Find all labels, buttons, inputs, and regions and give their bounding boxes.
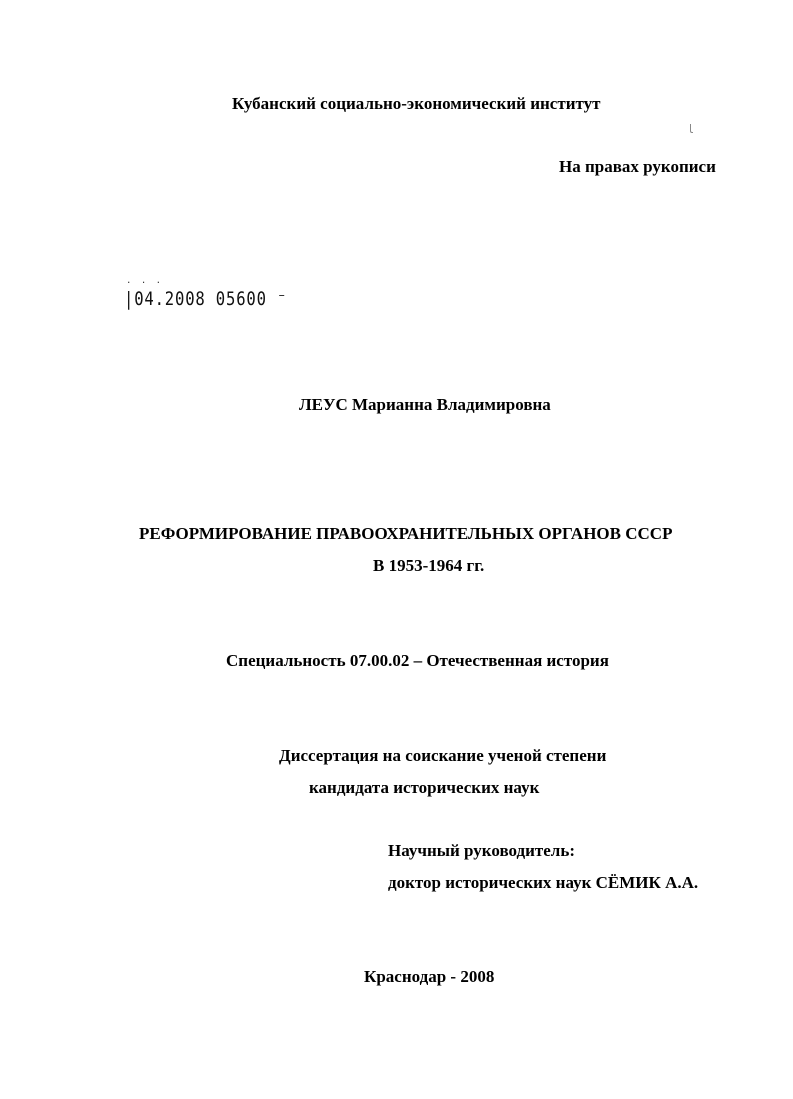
archive-stamp xyxy=(124,288,287,310)
dissertation-title-line2: В 1953-1964 гг. xyxy=(373,556,485,575)
supervisor-name: доктор исторических наук СЁМИК А.А. xyxy=(388,873,699,892)
scan-speck xyxy=(690,124,693,133)
degree-line1: Диссертация на соискание ученой степени xyxy=(279,746,607,765)
author-name: ЛЕУС Марианна Владимировна xyxy=(299,395,551,414)
degree-line2: кандидата исторических наук xyxy=(309,778,540,797)
archive-stamp-number: 04.2008 05600 xyxy=(134,288,267,310)
manuscript-note: На правах рукописи xyxy=(559,157,716,176)
supervisor-label: Научный руководитель: xyxy=(388,841,575,860)
stamp-marks: . . . xyxy=(126,276,164,286)
archive-stamp-prefix: | xyxy=(124,288,135,310)
archive-stamp-mark: ⁻ xyxy=(266,288,288,310)
specialty: Специальность 07.00.02 – Отечественная история xyxy=(226,651,609,670)
dissertation-title-line1: РЕФОРМИРОВАНИЕ ПРАВООХРАНИТЕЛЬНЫХ ОРГАНОВ СССР xyxy=(139,524,673,543)
place-year: Краснодар - 2008 xyxy=(364,967,495,986)
institute-name: Кубанский социально-экономический институт xyxy=(232,94,601,113)
